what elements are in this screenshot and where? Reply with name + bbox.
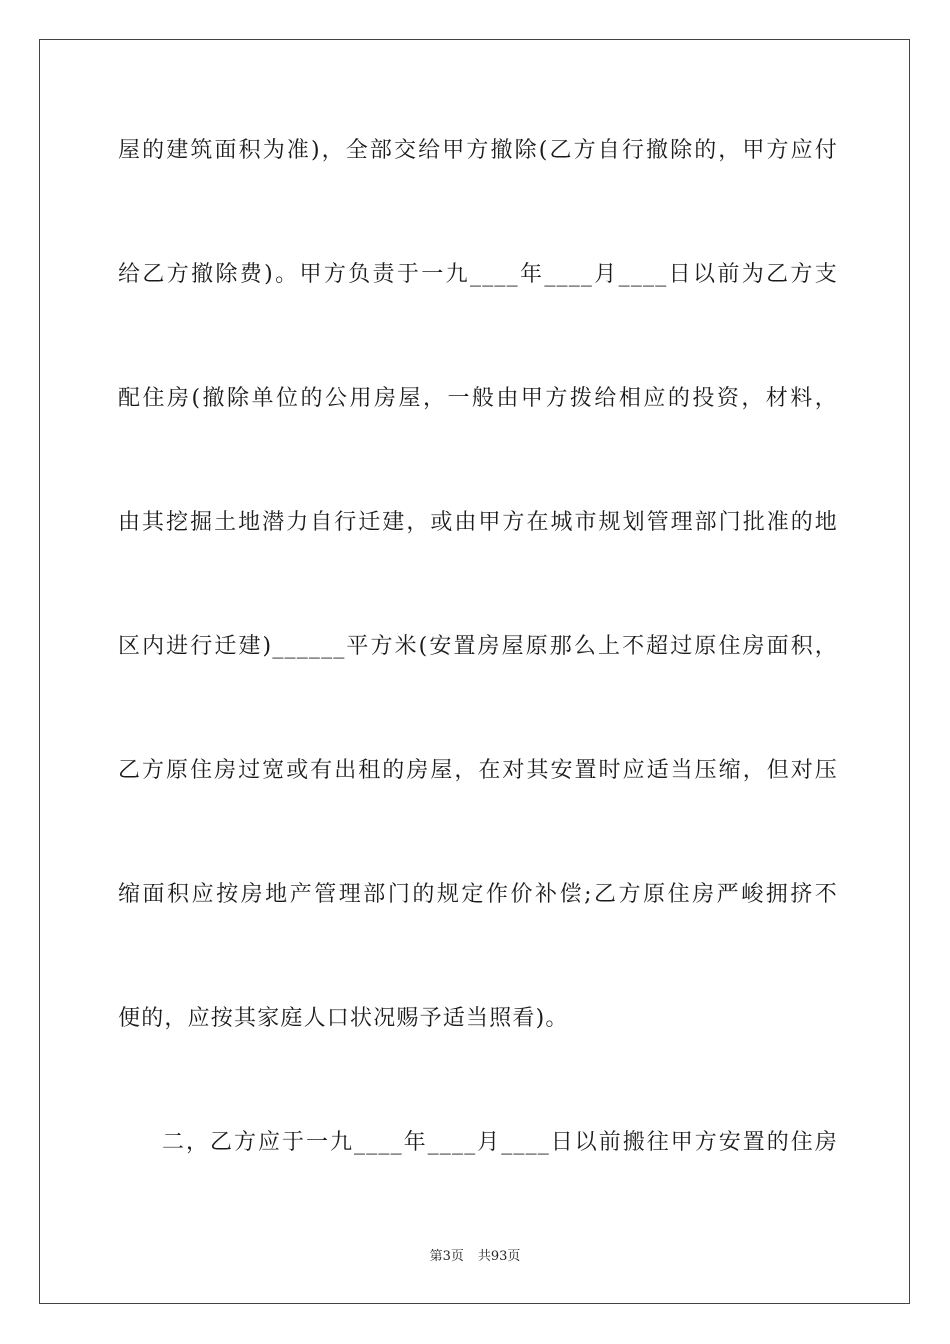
paragraph-line-2: 给乙方撤除费)。甲方负责于一九____年____月____日以前为乙方支 (118, 262, 838, 287)
paragraph-line-6: 乙方原住房过宽或有出租的房屋，在对其安置时应适当压缩，但对压 (118, 758, 838, 783)
paragraph-line-5: 区内进行迁建)______平方米(安置房屋原那么上不超过原住房面积， (118, 634, 838, 659)
paragraph-line-1: 屋的建筑面积为准)，全部交给甲方撤除(乙方自行撤除的，甲方应付 (118, 138, 838, 163)
paragraph-line-7: 缩面积应按房地产管理部门的规定作价补偿;乙方原住房严峻拥挤不 (118, 882, 838, 907)
paragraph-line-3: 配住房(撤除单位的公用房屋，一般由甲方拨给相应的投资，材料， (118, 386, 838, 411)
page-footer (0, 1248, 950, 1266)
page-total: 共93页 (477, 1249, 521, 1264)
page-border (39, 39, 910, 1304)
paragraph-line-4: 由其挖掘土地潜力自行迁建，或由甲方在城市规划管理部门批准的地 (118, 510, 838, 535)
paragraph-line-8: 便的，应按其家庭人口状况赐予适当照看)。 (118, 1006, 569, 1031)
paragraph-line-9: 二，乙方应于一九____年____月____日以前搬往甲方安置的住房 (162, 1130, 838, 1155)
page-number: 第3页 (429, 1249, 464, 1264)
